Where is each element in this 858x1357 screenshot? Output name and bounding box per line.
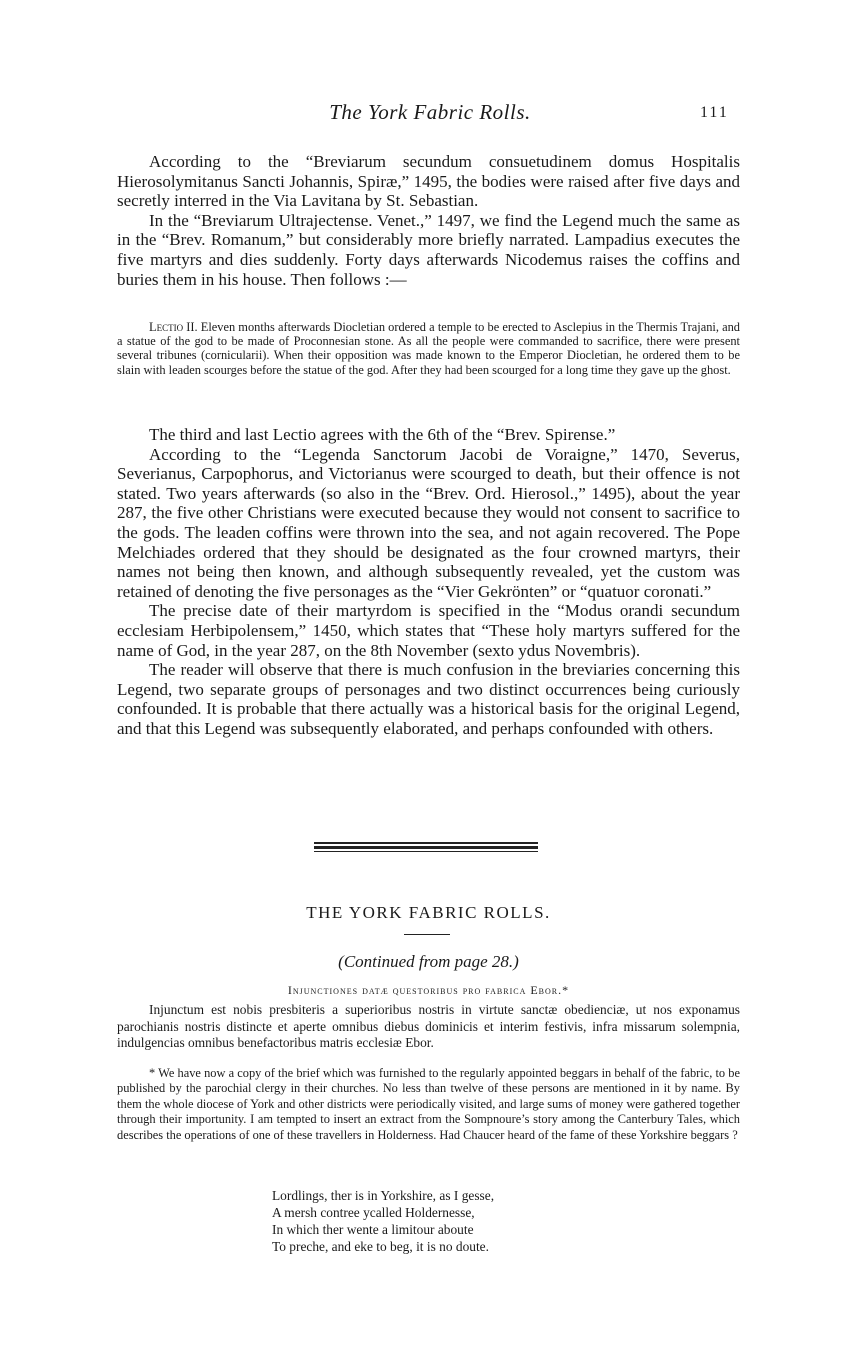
- extract-lead: Lectio II.: [149, 320, 198, 334]
- latin-injunction: [117, 1002, 740, 1052]
- verse-quotation: [272, 1187, 494, 1255]
- paragraph: According to the “Breviarum secundum consuetudinem domus Hospitalis Hierosolymitanus Sancti Johannis, Spiræ,” 1495, the bodies were raised after five days and secretly interred in the Via Lavitana by St. Sebastian.: [117, 152, 740, 211]
- verse-line: Lordlings, ther is in Yorkshire, as I gesse,: [272, 1188, 495, 1203]
- extract-text: Eleven months afterwards Diocletian ordered a temple to be erected to Asclepius in the Thermis Trajani, and a statue of the god to be made of Proconnesian stone. As all the people were commanded to sacrifice, there were present several tribunes (cornicularii). When their opposition was made known to the Emperor Diocletian, he ordered them to be slain with leaden scourges before the statue of the god. After they had been scourged for a long time they gave up the ghost.: [117, 320, 740, 377]
- paragraph: The third and last Lectio agrees with the 6th of the “Brev. Spirense.”: [149, 425, 616, 444]
- latin-paragraph: Injunctum est nobis presbiteris a superioribus nostris in virtute sanctæ obedienciæ, ut nos exponamus parochianis nostris distincte et aperte omnibus diebus dominicis et interim festivis, infra missarum solempnia, indulgencias omnibus benefactoribus matris ecclesiæ Ebor.: [117, 1002, 740, 1050]
- paragraph: According to the “Legenda Sanctorum Jacobi de Voraigne,” 1470, Severus, Severianus, Carpophorus, and Victorianus were scourged to death, but their offence is not stated. Two years afterwards (so also in the “Brev. Ord. Hierosol.,” 1495), about the year 287, the five other Christians were executed because they would not consent to sacrifice to the gods. The leaden coffins were thrown into the sea, and not again recovered. The Pope Melchiades ordered that they should be designated as the four crowned martyrs, their names not being then known, and although subsequently revealed, yet the custom was retained of denoting the five personages as the “Vier Gekrönten” or “quatuor coronati.”: [117, 444, 740, 601]
- verse-line: A mersh contree ycalled Holdernesse,: [272, 1205, 475, 1220]
- verse-line: To preche, and eke to beg, it is no doute.: [272, 1239, 489, 1254]
- divider-line-thick: [314, 846, 538, 849]
- page-number: 111: [700, 104, 729, 121]
- paragraph: The reader will observe that there is much confusion in the breviaries concerning this Legend, two separate groups of personages and two distinct occurrences being curiously confounded. It is probable that there actually was a historical basis for the original Legend, and that this Legend was subsequently elaborated, and perhaps confounded with others.: [117, 660, 740, 738]
- article-continuation: [117, 425, 740, 739]
- footnote-text: * We have now a copy of the brief which was furnished to the regularly appointed beggars in behalf of the fabric, to be published by the parochial clergy in their churches. No less than twelve of these persons are mentioned in it by name. By them the whole diocese of York and other districts were periodically visited, and large sums of money were gathered together through their importunity. I am tempted to insert an extract from the Sompnoure’s story among the Canterbury Tales, which describes the operations of one of these travellers in Holderness. Had Chaucer heard of the fame of these Yorkshire beggars ?: [117, 1066, 740, 1142]
- section-divider: [314, 842, 538, 854]
- running-title: The York Fabric Rolls.: [329, 100, 531, 124]
- title-rule: [404, 934, 450, 935]
- paragraph: In the “Breviarum Ultrajectense. Venet.,” 1497, we find the Legend much the same as in the “Brev. Romanum,” but considerably more briefly narrated. Lampadius executes the five martyrs and dies suddenly. Forty days afterwards Nicodemus raises the coffins and buries them in his house. Then follows :—: [117, 210, 740, 289]
- injunction-heading: Injunctiones datæ questoribus pro fabrica Ebor.*: [287, 983, 570, 997]
- lectio-extract: [117, 320, 740, 377]
- article-top: [117, 152, 740, 289]
- continued-note: (Continued from page 28.): [338, 952, 519, 971]
- verse-line: In which ther wente a limitour aboute: [272, 1222, 474, 1237]
- divider-line: [314, 842, 538, 844]
- footnote: [117, 1066, 740, 1143]
- paragraph: The precise date of their martyrdom is specified in the “Modus orandi secundum ecclesiam Herbipolensem,” 1450, which states that “These holy martyrs suffered for the name of God, in the year 287, on the 8th November (sexto ydus Novembris).: [117, 601, 740, 660]
- page-header: [0, 100, 858, 130]
- extract-paragraph: [117, 320, 740, 377]
- divider-line: [314, 851, 538, 853]
- section-title: THE YORK FABRIC ROLLS.: [306, 903, 551, 922]
